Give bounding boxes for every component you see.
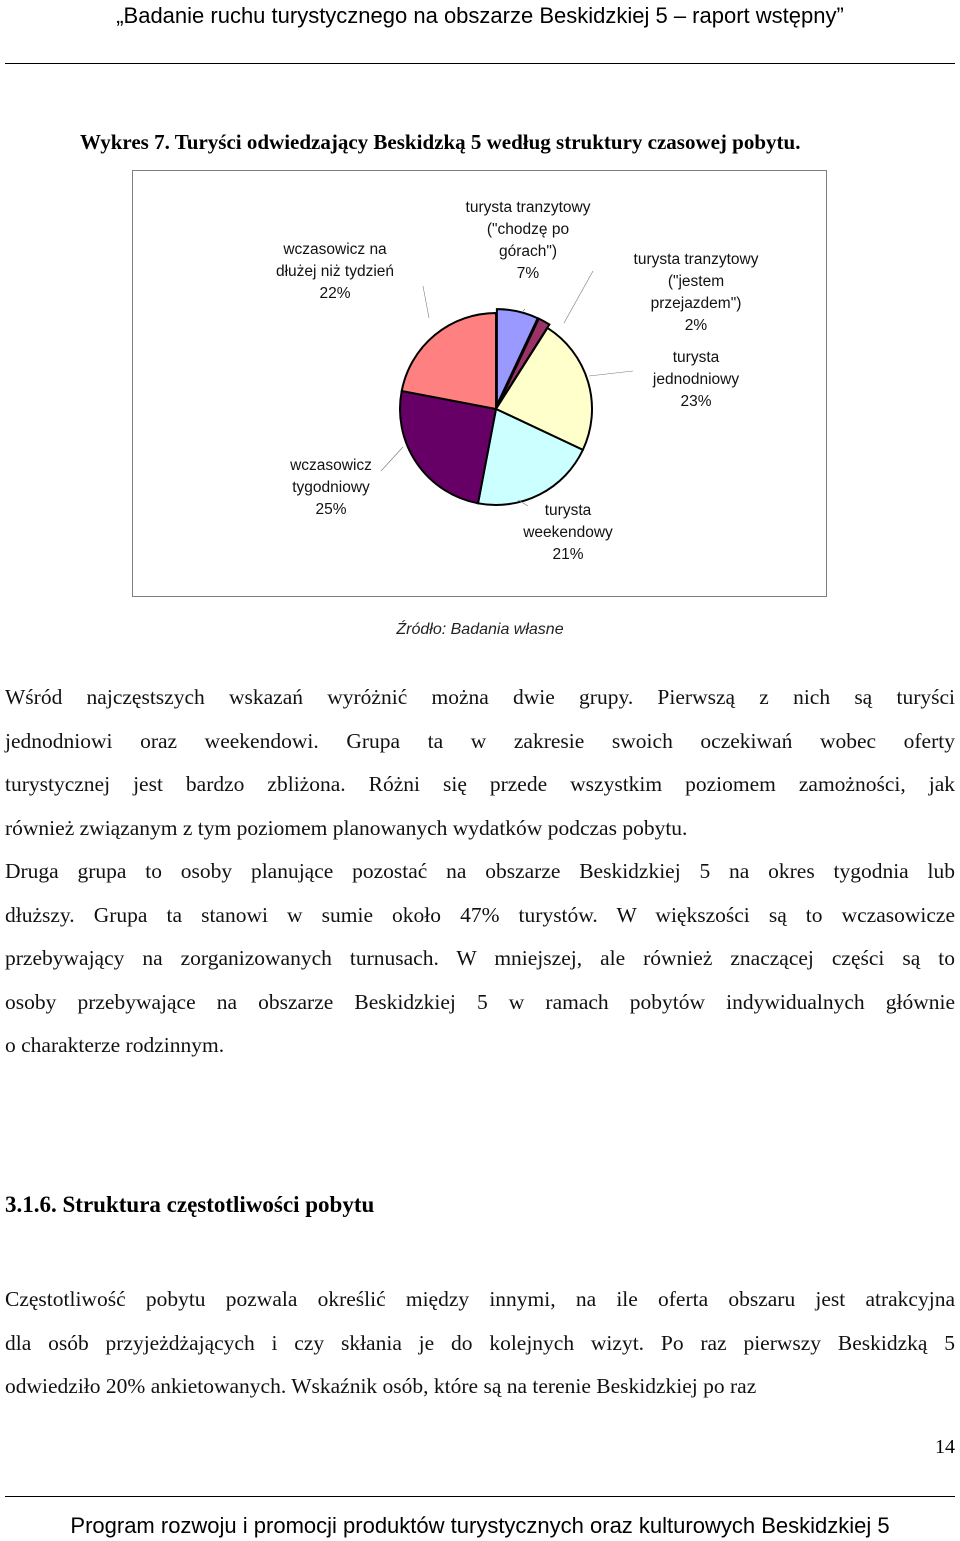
paragraph-3	[5, 1278, 955, 1409]
pie-slice	[402, 313, 496, 409]
paragraph-line: dla osób przyjeżdżających i czy skłania je do kolejnych wizyt. Po raz pierwszy Beskidzką 5	[5, 1330, 955, 1355]
page-number: 14	[935, 1436, 955, 1458]
leader-line	[523, 309, 525, 311]
figure-caption: Wykres 7. Turyści odwiedzający Beskidzką 5 według struktury czasowej pobytu.	[80, 130, 801, 154]
paragraph-line: przebywający na zorganizowanych turnusach. W mniejszej, ale również znaczącej części są to	[5, 946, 955, 971]
header-rule	[5, 63, 955, 64]
pie-slice	[400, 391, 496, 503]
pie-slice-label-box	[255, 239, 415, 339]
paragraph-line: odwiedziło 20% ankietowanych. Wskaźnik osób, które są na terenie Beskidzkiej po raz	[5, 1374, 757, 1399]
paragraph-line: Druga grupa to osoby planujące pozostać na obszarze Beskidzkiej 5 na okres tygodnia lub	[5, 859, 955, 883]
paragraph-2	[5, 850, 955, 1068]
section-heading: 3.1.6. Struktura częstotliwości pobytu	[5, 1192, 375, 1217]
pie-chart	[132, 170, 827, 597]
pie-slice-label-box	[616, 249, 776, 349]
paragraph-1	[5, 676, 955, 850]
pie-slice-label-box	[616, 347, 776, 447]
pie-slice-label: turysta tranzytowy ("jestem przejazdem") 2%	[633, 251, 759, 334]
figure-source: Źródło: Badania własne	[396, 621, 564, 638]
paragraph-line: dłuższy. Grupa ta stanowi w sumie około 47% turystów. W większości są to wczasowicze	[5, 902, 955, 927]
pie-slice-label: wczasowicz tygodniowy 25%	[290, 457, 372, 518]
paragraph-line: jednodniowi oraz weekendowi. Grupa ta w zakresie swoich oczekiwań wobec oferty	[5, 728, 955, 753]
pie-slice-label-box	[251, 455, 411, 555]
paragraph-line: o charakterze rodzinnym.	[5, 1033, 225, 1058]
running-header: „Badanie ruchu turystycznego na obszarze Beskidzkiej 5 – raport wstępny”	[116, 3, 844, 28]
pie-slice-label: turysta jednodniowy 23%	[652, 349, 740, 410]
footer-rule	[5, 1496, 955, 1497]
paragraph-line: również związanym z tym poziomem planowanych wydatków podczas pobytu.	[5, 815, 688, 840]
paragraph-line: turystycznej jest bardzo zbliżona. Różni się przede wszystkim poziomem zamożności, jak	[5, 772, 955, 797]
leader-line	[423, 286, 429, 318]
footer-text: Program rozwoju i promocji produktów turystycznych oraz kulturowych Beskidzkiej 5	[70, 1513, 890, 1538]
pie-chart-svg	[133, 171, 828, 598]
paragraph-line: Częstotliwość pobytu pozwala określić między innymi, na ile oferta obszaru jest atrakcyjna	[5, 1287, 955, 1311]
pie-slice-label: turysta weekendowy 21%	[523, 502, 613, 563]
paragraph-line: Wśród najczęstszych wskazań wyróżnić można dwie grupy. Pierwszą z nich są turyści	[5, 685, 955, 709]
pie-slice-label: turysta tranzytowy ("chodzę po górach") 7%	[465, 199, 591, 282]
pie-slice-label-box	[488, 500, 648, 598]
pie-slice-label-box	[448, 197, 608, 297]
paragraph-line: osoby przebywające na obszarze Beskidzkiej 5 w ramach pobytów indywidualnych głównie	[5, 989, 955, 1014]
pie-slice-label: wczasowicz na dłużej niż tydzień 22%	[275, 241, 395, 302]
